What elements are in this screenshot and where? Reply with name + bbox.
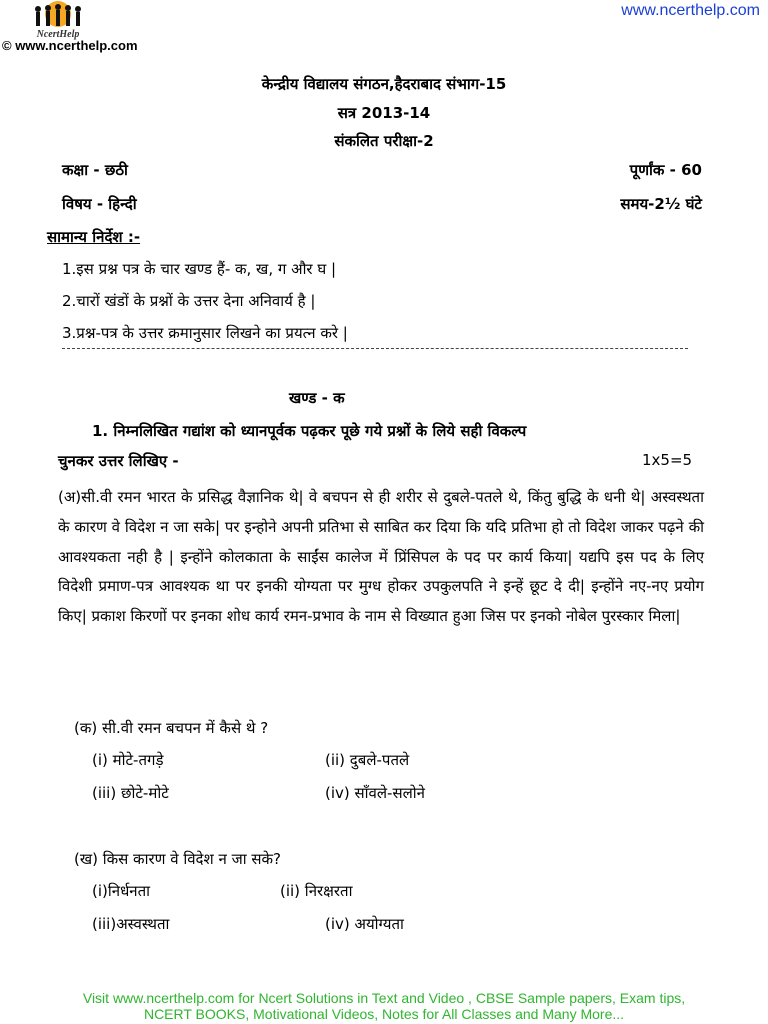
instruction-item: 2.चारों खंडों के प्रश्नों के उत्तर देना अनिवार्य है |	[62, 292, 316, 310]
sub-question-kha: (ख) किस कारण वे विदेश न जा सके?	[74, 850, 281, 868]
option-item: (i) मोटे-तगड़े	[92, 751, 164, 769]
option-item: (iv) अयोग्यता	[325, 915, 404, 933]
marks-label: पूर्णांक - 60	[629, 161, 702, 179]
exam-organization-title: केन्द्रीय विद्यालय संगठन,हैदराबाद संभाग-15	[261, 75, 507, 93]
instruction-item: 3.प्रश्न-पत्र के उत्तर क्रमानुसार लिखने का प्रयत्न करे |	[62, 324, 348, 342]
logo-caption: NcertHelp	[36, 29, 80, 40]
logo-copyright: © www.ncerthelp.com	[2, 38, 138, 53]
exam-session: सत्र 2013-14	[337, 104, 431, 122]
option-item: (iii)अस्वस्थता	[92, 915, 170, 933]
option-item: (iii) छोटे-मोटे	[92, 784, 169, 802]
divider	[62, 348, 688, 349]
question-1-line2: चुनकर उत्तर लिखिए -	[58, 452, 179, 470]
option-item: (ii) दुबले-पतले	[325, 751, 410, 769]
site-link[interactable]: www.ncerthelp.com	[621, 2, 760, 19]
subject-label: विषय - हिन्दी	[62, 195, 137, 213]
section-title: खण्ड - क	[289, 389, 345, 407]
question-1-line1: 1. निम्नलिखित गद्यांश को ध्यानपूर्वक पढ़कर पूछे गये प्रश्नों के लिये सही विकल्प	[92, 422, 527, 440]
question-1-marks: 1x5=5	[642, 451, 693, 469]
sub-question-ka: (क) सी.वी रमन बचपन में कैसे थे ?	[74, 719, 269, 737]
exam-name: संकलित परीक्षा-2	[334, 132, 434, 150]
footer-promo	[0, 990, 768, 1022]
instruction-item: 1.इस प्रश्न पत्र के चार खण्ड हैं- क, ख, ग और घ |	[62, 260, 337, 278]
class-label: कक्षा - छठी	[62, 161, 128, 179]
instructions-title: सामान्य निर्देश :-	[47, 228, 141, 246]
option-item: (iv) साँवले-सलोने	[325, 784, 425, 802]
footer-line-1: Visit www.ncerthelp.com for Ncert Solutions in Text and Video , CBSE Sample papers, Exam tips,	[82, 990, 686, 1006]
time-label: समय-2½ घंटे	[620, 195, 702, 213]
ncerthelp-logo	[10, 0, 106, 40]
footer-line-2: NCERT BOOKS, Motivational Videos, Notes for All Classes and Many More...	[143, 1006, 625, 1022]
option-item: (i)निर्धनता	[92, 882, 151, 900]
option-item: (ii) निरक्षरता	[280, 882, 353, 900]
passage: (अ)सी.वी रमन भारत के प्रसिद्ध वैज्ञानिक थे| वे बचपन से ही शरीर से दुबले-पतले थे, किंतु बुद्धि के धनी थे| अस्वस्थता के कारण वे विदेश न जा सके| पर इन्होने अपनी प्रतिभा से साबित कर दिया कि यदि प्रतिभा हो तो विदेश जाकर पढ़ने की आवश्यकता नही है | इन्होंने कोलकाता के साईंस कालेज में प्रिंसिपल के पद पर कार्य किया| यद्यपि इस पद के लिए विदेशी प्रमाण-पत्र आवश्यक था पर इनकी योग्यता पर मुग्ध होकर उपकुलपति ने इन्हें छूट दे दी| इन्होंने नए-नए प्रयोग किए| प्रकाश किरणों पर इनका शोध कार्य रमन-प्रभाव के नाम से विख्यात हुआ जिस पर इनको नोबेल पुरस्कार मिला|	[58, 488, 704, 626]
